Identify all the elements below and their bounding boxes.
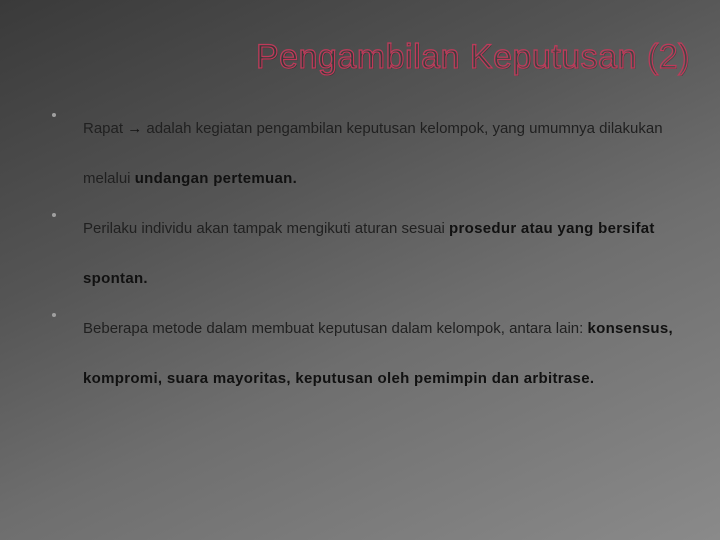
bullet-text xyxy=(83,104,692,204)
bullet-dot-icon xyxy=(52,113,56,117)
bullet-item-2 xyxy=(52,204,692,304)
bullet-emphasis: undangan pertemuan. xyxy=(134,170,298,187)
bullet-item-3 xyxy=(52,304,692,404)
bullet-emphasis: konsensus, kompromi, suara mayoritas, keputusan oleh pemimpin dan arbitrase. xyxy=(83,320,673,387)
bullet-dot-icon xyxy=(52,313,56,317)
bullet-emphasis: prosedur atau yang bersifat spontan. xyxy=(83,220,655,287)
slide-title: Pengambilan Keputusan (2) xyxy=(256,38,690,76)
bullet-item-1 xyxy=(52,104,692,204)
bullet-text xyxy=(83,204,692,304)
bullet-body: Perilaku individu akan tampak mengikuti aturan sesuai xyxy=(83,220,450,237)
bullet-text xyxy=(83,304,692,404)
bullet-dot-icon xyxy=(52,213,56,217)
bullet-term: Rapat xyxy=(83,120,128,137)
bullet-list xyxy=(52,120,692,420)
bullet-body: adalah kegiatan pengambilan keputusan kelompok, yang umumnya dilakukan melalui xyxy=(83,120,663,187)
arrow-icon: → xyxy=(127,120,147,137)
bullet-body: Beberapa metode dalam membuat keputusan dalam kelompok, antara lain: xyxy=(83,320,588,337)
